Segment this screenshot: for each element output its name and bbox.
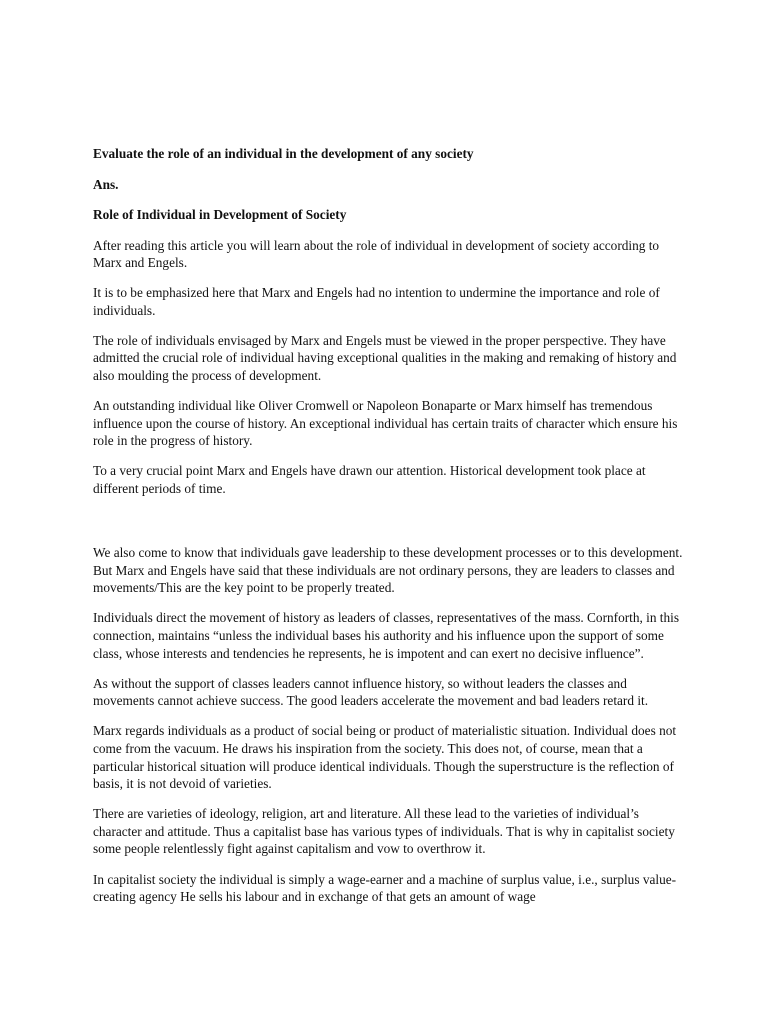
paragraph: There are varieties of ideology, religion, art and literature. All these lead to the varieties of individual’s character and attitude. Thus a capitalist base has various types of individuals. That is why in capitalist society some people relentlessly fight against capitalism and vow to overthrow it. (93, 806, 675, 857)
paragraph: The role of individuals envisaged by Marx and Engels must be viewed in the proper perspective. They have admitted the crucial role of individual having exceptional qualities in the making and remaking of history and also moulding the process of development. (93, 332, 677, 384)
paragraph: Individuals direct the movement of history as leaders of classes, representatives of the mass. Cornforth, in this connection, maintains “unless the individual bases his authority and his influence upon the support of some class, whose interests and tendencies he represents, he is impotent and can exert no decisive influence”. (93, 610, 680, 661)
blank-space (93, 510, 683, 544)
question-heading: Evaluate the role of an individual in the development of any society (93, 146, 474, 161)
paragraph: An outstanding individual like Oliver Cromwell or Napoleon Bonaparte or Marx himself has tremendous influence upon the course of history. An exceptional individual has certain traits of character which ensure his role in the progress of history. (93, 398, 678, 449)
paragraph: As without the support of classes leaders cannot influence history, so without leaders the classes and movements cannot achieve success. The good leaders accelerate the movement and bad leaders retard it. (93, 675, 649, 709)
paragraph: After reading this article you will learn about the role of individual in development of society according to Marx and Engels. (93, 237, 660, 271)
document-page (93, 145, 683, 906)
paragraph: It is to be emphasized here that Marx and Engels had no intention to undermine the importance and role of individuals. (93, 285, 660, 318)
paragraph: We also come to know that individuals gave leadership to these development processes or to this development. But Marx and Engels have said that these individuals are not ordinary persons, they are leaders to classes and movements/This are the key point to be properly treated. (93, 545, 683, 596)
section-title: Role of Individual in Development of Society (93, 207, 347, 222)
paragraph: To a very crucial point Marx and Engels have drawn our attention. Historical development took place at different periods of time. (93, 463, 646, 497)
answer-label: Ans. (93, 176, 119, 192)
paragraph: In capitalist society the individual is simply a wage-earner and a machine of surplus value, i.e., surplus value-creating agency He sells his labour and in exchange of that gets an amount of wage (93, 871, 677, 905)
paragraph: Marx regards individuals as a product of social being or product of materialistic situation. Individual does not come from the vacuum. He draws his inspiration from the society. This does not, of course, mean that a particular historical situation will produce identical individuals. Though the superstructure is the reflection of basis, it is not devoid of varieties. (93, 723, 677, 792)
